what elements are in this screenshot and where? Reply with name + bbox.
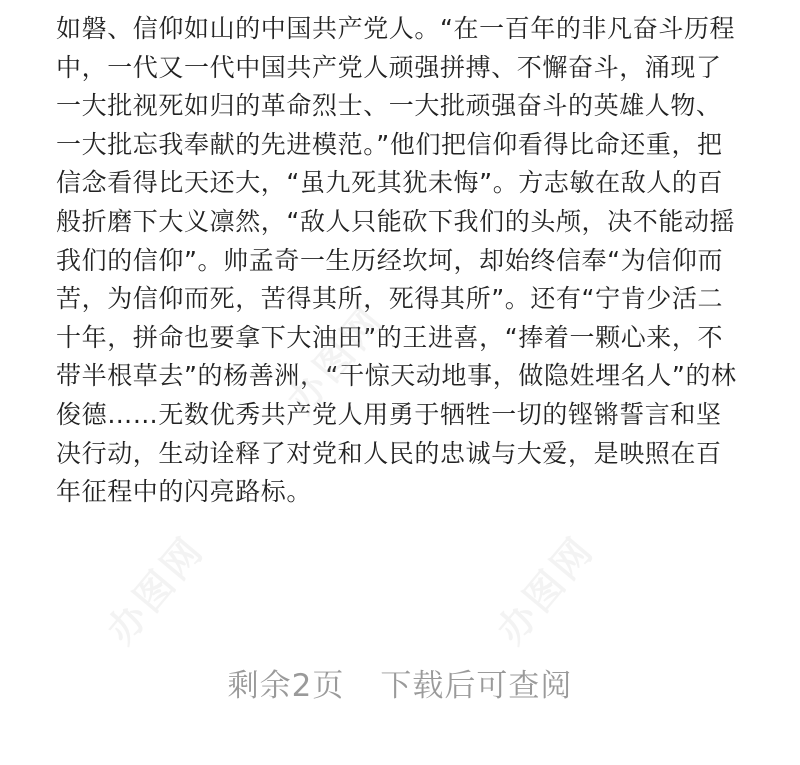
text-line-11: 俊德……无数优秀共产党人用勇于牺牲一切的铿锵誓言和坚 [56,399,722,429]
remaining-pages-label: 剩余2页 [227,668,345,704]
download-label: 下载后可查阅 [380,668,573,704]
text-line-1: 如磐、信仰如山的中国共产党人。“在一百年的非凡奋斗历程 [56,14,736,43]
watermark: 办图网 [278,297,394,423]
text-line-5: 信念看得比天还大，“虽九死其犹未悔”。方志敏在敌人的百 [56,168,724,198]
text-line-2: 中，一代又一代中国共产党人顽强拼搏、不懈奋斗，涌现了 [56,52,722,82]
download-prompt[interactable] [0,664,800,708]
text-line-7: 我们的信仰”。帅孟奇一生历经坎坷，却始终信奉“为信仰而 [56,245,724,275]
text-line-13: 年征程中的闪亮路标。 [56,477,313,507]
text-line-3: 一大批视死如归的革命烈士、一大批顽强奋斗的英雄人物、 [56,91,722,121]
text-line-4: 一大批忘我奉献的先进模范。”他们把信仰看得比命还重，把 [56,129,723,159]
text-line-6: 般折磨下大义凛然，“敌人只能砍下我们的头颅，决不能动摇 [56,206,736,236]
document-body [56,10,756,512]
watermark: 办图网 [98,527,214,653]
text-line-9: 十年，拼命也要拿下大油田”的王进喜，“捧着一颗心来，不 [56,322,724,352]
watermark: 办图网 [488,527,604,653]
text-line-8: 苦，为信仰而死，苦得其所，死得其所”。还有“宁肯少活二 [56,284,724,314]
text-line-12: 决行动，生动诠释了对党和人民的忠诚与大爱，是映照在百 [56,438,722,468]
text-line-10: 带半根草去”的杨善洲，“干惊天动地事，做隐姓埋名人”的林 [56,361,737,391]
